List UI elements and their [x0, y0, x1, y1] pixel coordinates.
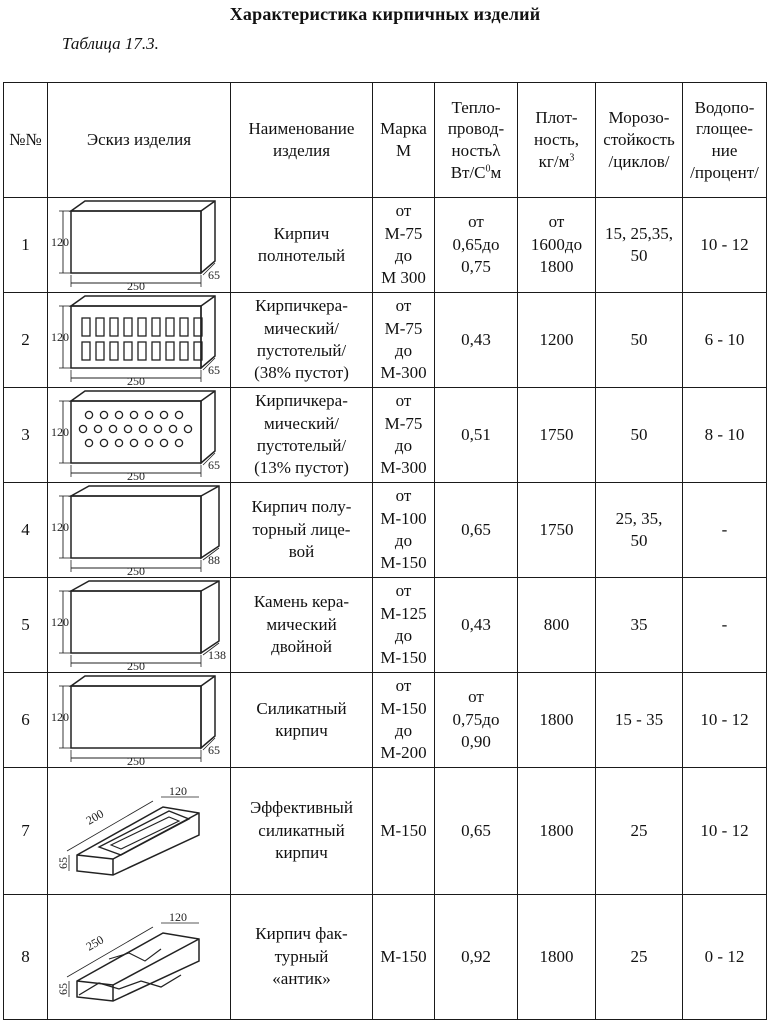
cell-mark: М-150 [373, 895, 435, 1020]
table-row [4, 768, 767, 895]
hollow-hole [85, 439, 92, 446]
hollow-slot [138, 342, 146, 360]
cell-num: 6 [4, 673, 48, 768]
hollow-slot [138, 318, 146, 336]
cell-name: Кирпич полнотелый [231, 198, 373, 293]
hollow-hole [100, 411, 107, 418]
dim-height: 120 [51, 330, 69, 344]
dim-depth: 138 [208, 648, 226, 662]
table-caption: Таблица 17.3. [62, 34, 159, 53]
dim-height: 120 [51, 425, 69, 439]
cell-density: 1750 [518, 483, 596, 578]
cell-num: 5 [4, 578, 48, 673]
cell-sketch [48, 673, 231, 768]
table-row [4, 483, 767, 578]
cell-density: 1800 [518, 673, 596, 768]
cell-water: 10 - 12 [683, 673, 767, 768]
dim-depth: 88 [208, 553, 220, 567]
cell-num: 1 [4, 198, 48, 293]
hollow-hole [109, 425, 116, 432]
dim-depth: 65 [208, 268, 220, 282]
hollow-slot [152, 342, 160, 360]
hollow-hole [139, 425, 146, 432]
table-row [4, 198, 767, 293]
hollow-slot [180, 342, 188, 360]
cell-name: Кирпич фак- турный «антик» [231, 895, 373, 1020]
cell-num: 3 [4, 388, 48, 483]
hollow-slot [96, 318, 104, 336]
hollow-slot [166, 318, 174, 336]
hollow-slot [110, 342, 118, 360]
cell-density: 1800 [518, 768, 596, 895]
cell-mark: от М-75 до М-300 [373, 293, 435, 388]
cell-density: 1800 [518, 895, 596, 1020]
cell-frost: 25 [596, 895, 683, 1020]
cell-sketch [48, 388, 231, 483]
hollow-slot [124, 318, 132, 336]
cell-frost: 50 [596, 388, 683, 483]
header-mark: Марка М [373, 83, 435, 198]
hollow-hole [85, 411, 92, 418]
brick-sketch [49, 484, 229, 576]
header-sketch: Эскиз изделия [48, 83, 231, 198]
brick-sketch [49, 911, 229, 1003]
hollow-hole [169, 425, 176, 432]
cell-sketch [48, 198, 231, 293]
cell-name: Кирпичкера- мический/ пустотелый/ (38% пустот) [231, 293, 373, 388]
cell-sketch [48, 293, 231, 388]
cell-frost: 35 [596, 578, 683, 673]
dim-height: 120 [51, 710, 69, 724]
hollow-hole [124, 425, 131, 432]
header-water: Водопо- глощее- ние /процент/ [683, 83, 767, 198]
cell-thermal: 0,65 [435, 483, 518, 578]
hollow-slot [82, 342, 90, 360]
dim-height: 65 [56, 983, 70, 995]
hollow-hole [175, 411, 182, 418]
table-row [4, 673, 767, 768]
hollow-hole [160, 411, 167, 418]
cell-frost: 25 [596, 768, 683, 895]
cell-water: - [683, 578, 767, 673]
cell-thermal: 0,51 [435, 388, 518, 483]
table-row [4, 578, 767, 673]
cell-density: 1200 [518, 293, 596, 388]
hollow-slot [166, 342, 174, 360]
header-row [4, 83, 767, 198]
cell-frost: 50 [596, 293, 683, 388]
cell-water: - [683, 483, 767, 578]
table-body [4, 198, 767, 1020]
hollow-hole [94, 425, 101, 432]
dim-depth: 65 [208, 458, 220, 472]
cell-name: Кирпичкера- мический/ пустотелый/ (13% пустот) [231, 388, 373, 483]
cell-frost: 15, 25,35, 50 [596, 198, 683, 293]
dim-height: 65 [56, 857, 70, 869]
cell-water: 10 - 12 [683, 198, 767, 293]
dim-height: 120 [51, 520, 69, 534]
cell-sketch [48, 895, 231, 1020]
cell-water: 10 - 12 [683, 768, 767, 895]
dim-width: 250 [127, 564, 145, 576]
dim-depth: 65 [208, 743, 220, 757]
table-row [4, 293, 767, 388]
dim-height: 120 [51, 235, 69, 249]
dim-length: 250 [83, 932, 107, 954]
header-name: Наименование изделия [231, 83, 373, 198]
cell-mark: от М-150 до М-200 [373, 673, 435, 768]
cell-water: 6 - 10 [683, 293, 767, 388]
cell-name: Кирпич полу- торный лице- вой [231, 483, 373, 578]
dim-width: 120 [169, 911, 187, 924]
cell-density: 800 [518, 578, 596, 673]
cell-density: от 1600до 1800 [518, 198, 596, 293]
hollow-hole [145, 411, 152, 418]
dim-width: 250 [127, 469, 145, 481]
hollow-slot [96, 342, 104, 360]
brick-table [3, 82, 767, 1020]
dim-width: 250 [127, 754, 145, 766]
dim-width: 250 [127, 374, 145, 386]
hollow-hole [160, 439, 167, 446]
cell-mark: от М-100 до М-150 [373, 483, 435, 578]
brick-sketch [49, 674, 229, 766]
cell-thermal: 0,92 [435, 895, 518, 1020]
dim-length: 200 [83, 806, 107, 828]
hollow-hole [100, 439, 107, 446]
cell-num: 7 [4, 768, 48, 895]
brick-sketch [49, 389, 229, 481]
cell-num: 4 [4, 483, 48, 578]
header-num: №№ [4, 83, 48, 198]
cell-thermal: от 0,75до 0,90 [435, 673, 518, 768]
dim-depth: 65 [208, 363, 220, 377]
cell-frost: 15 - 35 [596, 673, 683, 768]
dim-width: 250 [127, 279, 145, 291]
hollow-hole [184, 425, 191, 432]
dim-height: 120 [51, 615, 69, 629]
cell-sketch [48, 768, 231, 895]
hollow-hole [79, 425, 86, 432]
hollow-hole [130, 439, 137, 446]
cell-water: 0 - 12 [683, 895, 767, 1020]
cell-mark: М-150 [373, 768, 435, 895]
header-frost: Морозо- стойкость /циклов/ [596, 83, 683, 198]
cell-frost: 25, 35, 50 [596, 483, 683, 578]
cell-water: 8 - 10 [683, 388, 767, 483]
table-row [4, 895, 767, 1020]
hollow-hole [154, 425, 161, 432]
cell-thermal: от 0,65до 0,75 [435, 198, 518, 293]
dim-width: 250 [127, 659, 145, 671]
cell-sketch [48, 578, 231, 673]
cell-name: Силикатный кирпич [231, 673, 373, 768]
header-thermal: Тепло- провод- ностьλ $Вт/С^0м$ [435, 83, 518, 198]
cell-mark: от М-75 до М 300 [373, 198, 435, 293]
hollow-slot [110, 318, 118, 336]
cell-thermal: 0,43 [435, 293, 518, 388]
brick-sketch [49, 579, 229, 671]
hollow-slot [124, 342, 132, 360]
cell-name: Камень кера- мический двойной [231, 578, 373, 673]
hollow-hole [175, 439, 182, 446]
cell-name: Эффективный силикатный кирпич [231, 768, 373, 895]
page-title: Характеристика кирпичных изделий [229, 4, 541, 24]
hollow-slot [180, 318, 188, 336]
cell-thermal: 0,43 [435, 578, 518, 673]
hollow-slot [82, 318, 90, 336]
brick-sketch [49, 785, 229, 877]
brick-sketch [49, 294, 229, 386]
brick-sketch [49, 199, 229, 291]
cell-sketch [48, 483, 231, 578]
cell-num: 8 [4, 895, 48, 1020]
cell-thermal: 0,65 [435, 768, 518, 895]
header-density: Плот- ность, $кг/м^3$ [518, 83, 596, 198]
hollow-hole [145, 439, 152, 446]
cell-mark: от М-125 до М-150 [373, 578, 435, 673]
cell-density: 1750 [518, 388, 596, 483]
cell-num: 2 [4, 293, 48, 388]
hollow-hole [115, 439, 122, 446]
table-row [4, 388, 767, 483]
dim-width: 120 [169, 785, 187, 798]
hollow-slot [152, 318, 160, 336]
hollow-hole [115, 411, 122, 418]
cell-mark: от М-75 до М-300 [373, 388, 435, 483]
hollow-hole [130, 411, 137, 418]
